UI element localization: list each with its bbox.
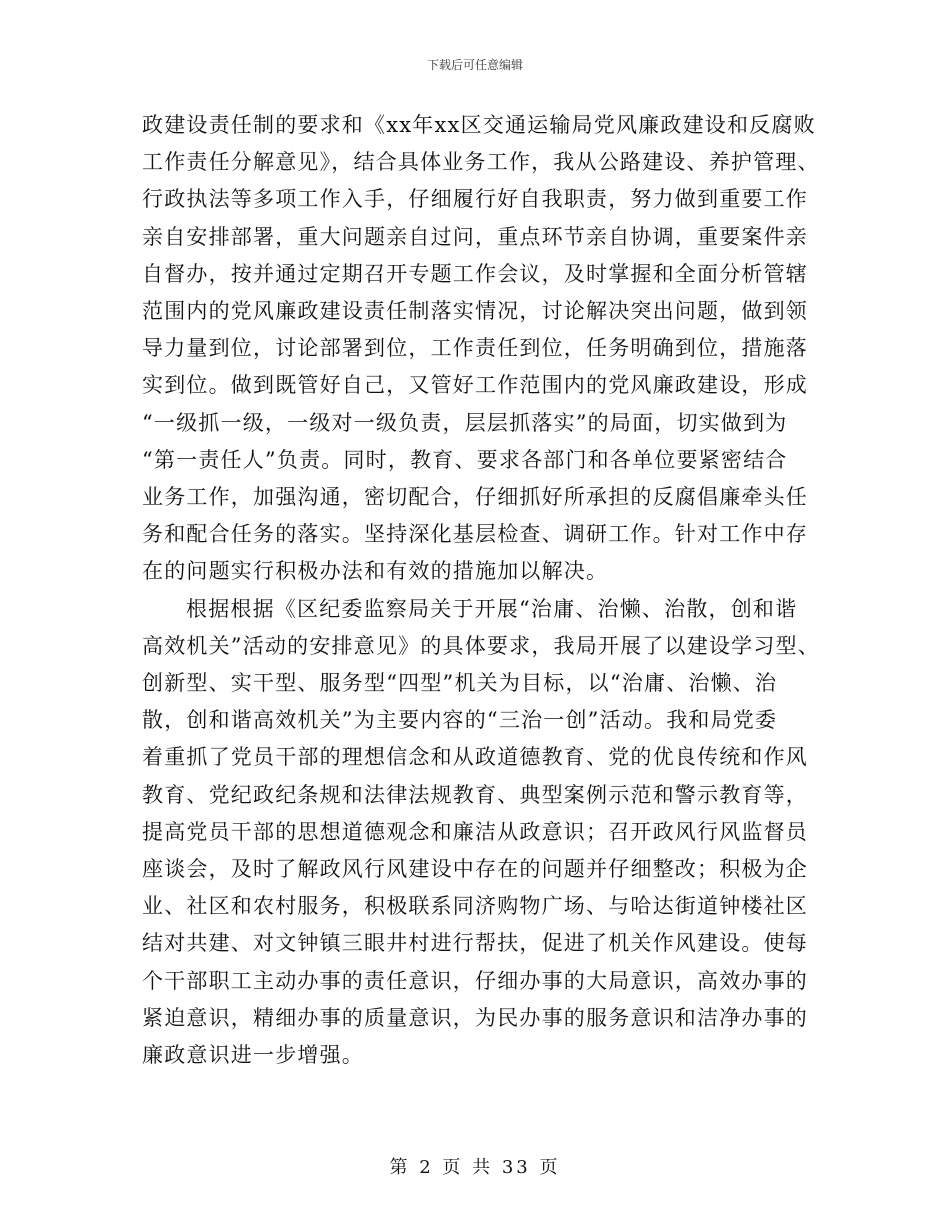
text-line: 座谈会，及时了解政风行风建设中存在的问题并仔细整改；积极为企 <box>142 857 808 882</box>
text-line: 廉政意识进一步增强。 <box>142 1043 364 1068</box>
text-line: 政建设责任制的要求和《xx年xx区交通运输局党风廉政建设和反腐败 <box>142 113 816 137</box>
text-line: 亲自安排部署，重大问题亲自过问，重点环节亲自协调，重要案件亲 <box>142 224 808 249</box>
text-line: 创新型、实干型、服务型“四型”机关为目标，以“治庸、治懒、治 <box>142 671 778 696</box>
document-body <box>142 107 820 1074</box>
text-line: 着重抓了党员干部的理想信念和从政道德教育、党的优良传统和作风 <box>142 745 808 770</box>
text-line: “一级抓一级，一级对一级负责，层层抓落实”的局面，切实做到为 <box>142 410 788 435</box>
text-line: 提高党员干部的思想道德观念和廉洁从政意识；召开政风行风监督员 <box>142 819 808 844</box>
text-line: 行政执法等多项工作入手，仔细履行好自我职责，努力做到重要工作 <box>142 187 808 212</box>
text-line: 务和配合任务的落实。坚持深化基层检查、调研工作。针对工作中存 <box>142 522 808 547</box>
text-line: 根据根据《区纪委监察局关于开展“治庸、治懒、治散，创和谐 <box>186 596 798 621</box>
text-line: 导力量到位，讨论部署到位，工作责任到位，任务明确到位，措施落 <box>142 336 808 361</box>
text-line: 教育、党纪政纪条规和法律法规教育、典型案例示范和警示教育等， <box>142 782 808 807</box>
text-line: 个干部职工主动办事的责任意识，仔细办事的大局意识，高效办事的 <box>142 968 808 993</box>
text-line: 实到位。做到既管好自己，又管好工作范围内的党风廉政建设，形成 <box>142 373 808 398</box>
text-line: 散，创和谐高效机关”为主要内容的“三治一创”活动。我和局党委 <box>142 708 778 733</box>
text-line: 业务工作，加强沟通，密切配合，仔细抓好所承担的反腐倡廉牵头任 <box>142 485 808 510</box>
text-line: 在的问题实行积极办法和有效的措施加以解决。 <box>142 559 609 584</box>
text-line: 结对共建、对文钟镇三眼井村进行帮扶，促进了机关作风建设。使每 <box>142 931 808 956</box>
text-line: 自督办，按并通过定期召开专题工作会议，及时掌握和全面分析管辖 <box>142 261 808 286</box>
header-note: 下载后可任意编辑 <box>426 58 523 72</box>
text-line: 范围内的党风廉政建设责任制落实情况，讨论解决突出问题，做到领 <box>142 299 808 324</box>
text-line: “第一责任人”负责。同时，教育、要求各部门和各单位要紧密结合 <box>142 447 788 472</box>
paragraph-2 <box>142 591 820 1075</box>
text-line: 高效机关”活动的安排意见》的具体要求，我局开展了以建设学习型、 <box>142 633 820 658</box>
page-number-footer: 第 2 页 共 33 页 <box>389 1157 561 1178</box>
paragraph-1 <box>142 107 820 591</box>
text-line: 业、社区和农村服务，积极联系同济购物广场、与哈达街道钟楼社区 <box>142 894 808 919</box>
text-line: 紧迫意识，精细办事的质量意识，为民办事的服务意识和洁净办事的 <box>142 1005 808 1030</box>
text-line: 工作责任分解意见》，结合具体业务工作，我从公路建设、养护管理、 <box>142 150 820 175</box>
